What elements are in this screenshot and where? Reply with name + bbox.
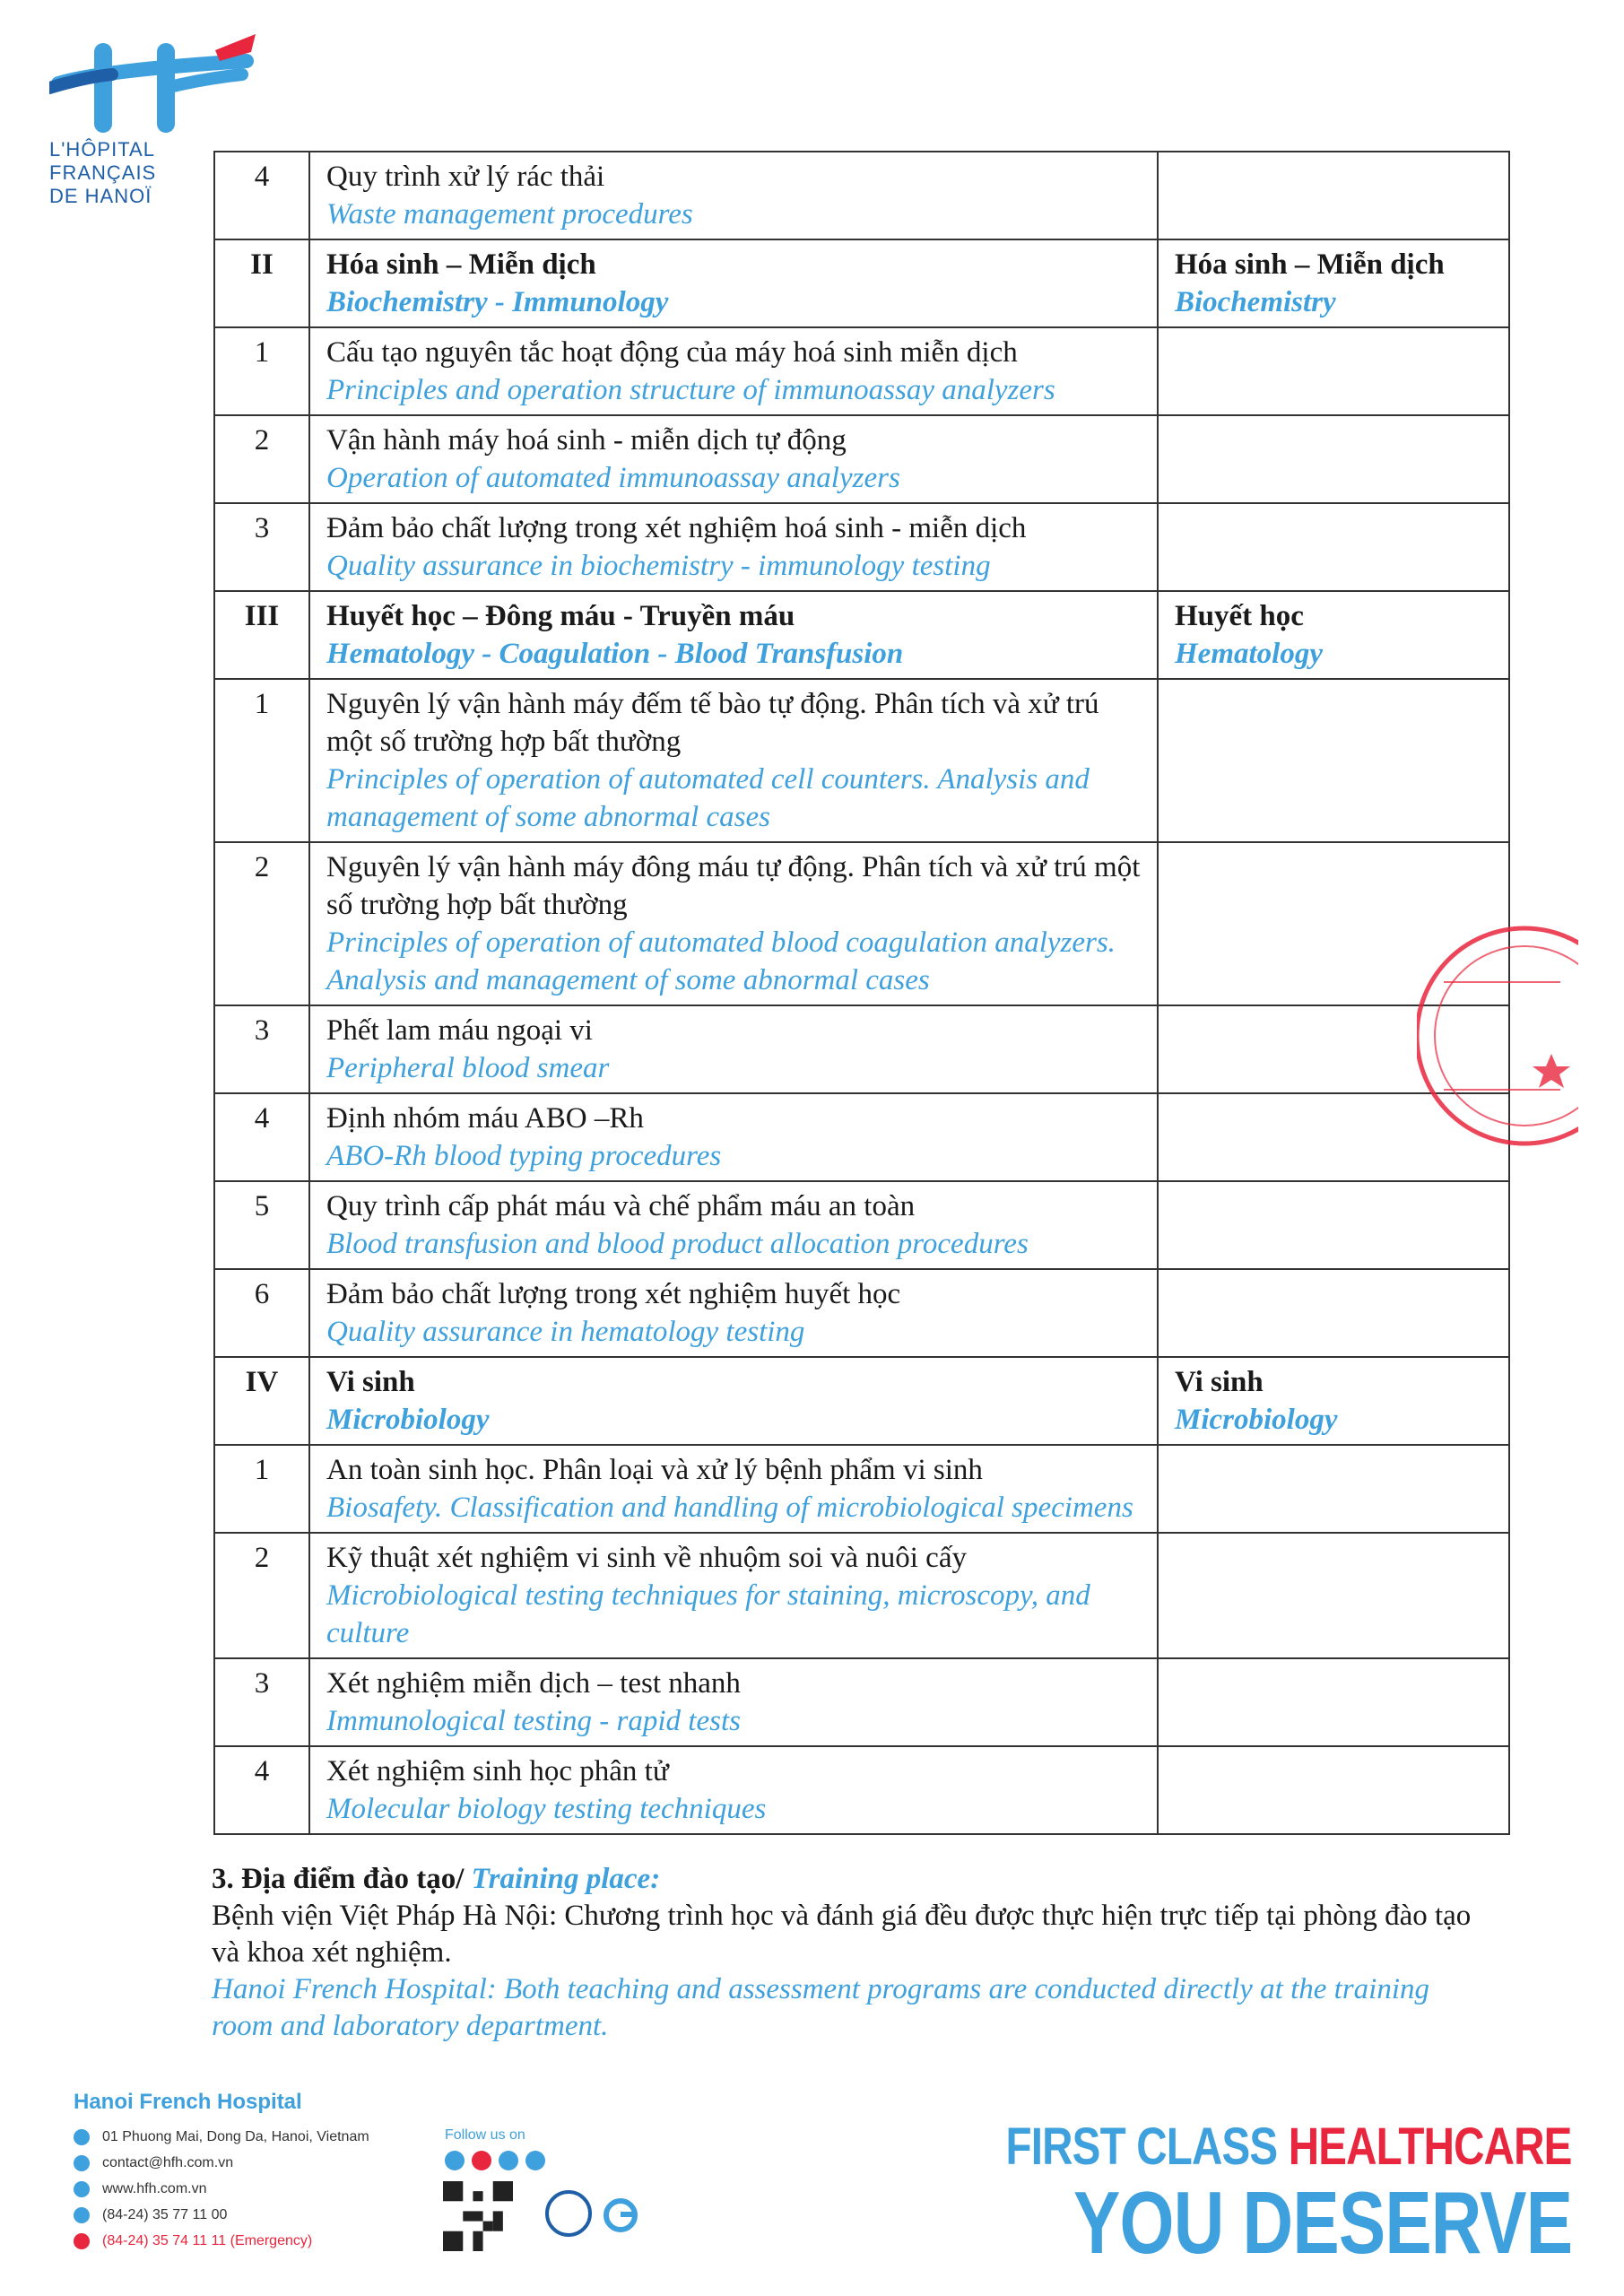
facebook-icon[interactable] (445, 2151, 465, 2170)
row-content (309, 679, 1158, 842)
company-stamp (1417, 897, 1578, 1175)
table-row (214, 1445, 1509, 1533)
row-title-vi: Xét nghiệm sinh học phân tử (326, 1755, 669, 1787)
row-content (309, 1357, 1158, 1445)
row-content (309, 415, 1158, 503)
row-title-en: Blood transfusion and blood product allocation procedures (326, 1228, 1029, 1260)
row-number: 4 (214, 152, 309, 239)
department-vi: Vi sinh (1175, 1366, 1264, 1398)
row-content (309, 327, 1158, 415)
row-number: III (214, 591, 309, 679)
row-title-vi: Cấu tạo nguyên tắc hoạt động của máy hoá sinh miễn dịch (326, 336, 1018, 369)
table-row (214, 1658, 1509, 1746)
row-title-en: Biochemistry - Immunology (326, 286, 669, 318)
row-title-vi: Xét nghiệm miễn dịch – test nhanh (326, 1667, 741, 1700)
table-row (214, 1533, 1509, 1658)
training-heading: 3. Địa điểm đào tạo/ Training place: (212, 1863, 661, 1895)
training-body-vi: Bệnh viện Việt Pháp Hà Nội: Chương trình học và đánh giá đều được thực hiện trực tiếp tại phòng đào tạo và khoa xét nghiệm. (212, 1900, 1472, 1969)
row-department (1158, 679, 1509, 842)
table-row (214, 1093, 1509, 1181)
table-row (214, 1269, 1509, 1357)
row-department (1158, 415, 1509, 503)
row-content (309, 1181, 1158, 1269)
row-number: 3 (214, 503, 309, 591)
row-department (1158, 1658, 1509, 1746)
row-title-en: Microbiology (326, 1404, 490, 1436)
table-row (214, 503, 1509, 591)
row-content (309, 1093, 1158, 1181)
section-row (214, 591, 1509, 679)
row-number: 2 (214, 415, 309, 503)
table-row (214, 842, 1509, 1005)
row-title-vi: Quy trình xử lý rác thải (326, 161, 605, 193)
row-number: II (214, 239, 309, 327)
slogan-line-1: FIRST CLASS HEALTHCARE (1005, 2118, 1572, 2176)
table-row (214, 679, 1509, 842)
row-content (309, 591, 1158, 679)
footer-phone: (84-24) 35 77 11 00 (74, 2202, 369, 2228)
table-row (214, 415, 1509, 503)
department-en: Hematology (1175, 638, 1323, 670)
row-department (1158, 1357, 1509, 1445)
row-number: 1 (214, 327, 309, 415)
table-row (214, 1181, 1509, 1269)
row-department (1158, 503, 1509, 591)
row-title-vi: Phết lam máu ngoại vi (326, 1014, 593, 1047)
row-title-en: Immunological testing - rapid tests (326, 1705, 741, 1737)
social-icons (445, 2151, 545, 2170)
globe-icon (74, 2181, 90, 2197)
row-department (1158, 1269, 1509, 1357)
row-department (1158, 1746, 1509, 1834)
row-department (1158, 1181, 1509, 1269)
row-department (1158, 152, 1509, 239)
location-icon (74, 2129, 90, 2145)
row-number: 2 (214, 1533, 309, 1658)
department-vi: Huyết học (1175, 600, 1304, 632)
footer-emergency: (84-24) 35 74 11 11 (Emergency) (74, 2228, 369, 2254)
emergency-icon (74, 2233, 90, 2249)
row-title-vi: Vận hành máy hoá sinh - miễn dịch tự động (326, 424, 847, 457)
slogan-line-2: YOU DESERVE (1073, 2173, 1572, 2272)
logo-wordmark: L'HÔPITAL FRANÇAIS DE HANOÏ (49, 138, 157, 207)
row-department (1158, 239, 1509, 327)
row-title-vi: Kỹ thuật xét nghiệm vi sinh về nhuộm soi và nuôi cấy (326, 1542, 967, 1574)
row-title-en: Microbiological testing techniques for staining, microscopy, and culture (326, 1579, 1090, 1649)
row-number: 4 (214, 1746, 309, 1834)
training-body-en: Hanoi French Hospital: Both teaching and assessment programs are conducted directly at the training room and laboratory department. (212, 1973, 1430, 2042)
row-title-en: Quality assurance in hematology testing (326, 1316, 805, 1348)
table-row (214, 152, 1509, 239)
row-title-en: Principles of operation of automated cell counters. Analysis and management of some abnormal cases (326, 763, 1090, 833)
row-number: 5 (214, 1181, 309, 1269)
row-title-vi: Đảm bảo chất lượng trong xét nghiệm huyết học (326, 1278, 901, 1310)
footer-contact-list (74, 2124, 369, 2254)
linkedin-icon[interactable] (525, 2151, 545, 2170)
section-row (214, 239, 1509, 327)
row-department (1158, 1445, 1509, 1533)
row-title-en: Biosafety. Classification and handling of microbiological specimens (326, 1492, 1133, 1524)
row-number: 2 (214, 842, 309, 1005)
follow-us-label: Follow us on (445, 2127, 525, 2143)
training-place-section (212, 1861, 1476, 2045)
row-content (309, 842, 1158, 1005)
youtube-icon[interactable] (472, 2151, 491, 2170)
row-title-vi: Vi sinh (326, 1366, 415, 1398)
row-content (309, 1533, 1158, 1658)
row-number: 6 (214, 1269, 309, 1357)
iso-certification-icon (542, 2187, 649, 2249)
row-title-vi: Huyết học – Đông máu - Truyền máu (326, 600, 795, 632)
row-number: 1 (214, 679, 309, 842)
row-content (309, 1746, 1158, 1834)
curriculum-table (213, 151, 1510, 1835)
row-content (309, 1658, 1158, 1746)
row-department (1158, 591, 1509, 679)
row-title-vi: Nguyên lý vận hành máy đông máu tự động. Phân tích và xử trú một số trường hợp bất thường (326, 851, 1141, 921)
row-title-vi: Hóa sinh – Miễn dịch (326, 248, 596, 281)
footer-address: 01 Phuong Mai, Dong Da, Hanoi, Vietnam (74, 2124, 369, 2150)
row-title-vi: An toàn sinh học. Phân loại và xử lý bệnh phẩm vi sinh (326, 1454, 983, 1486)
row-department (1158, 1533, 1509, 1658)
phone-icon (74, 2207, 90, 2223)
row-title-vi: Nguyên lý vận hành máy đếm tế bào tự động. Phân tích và xử trú một số trường hợp bất thường (326, 688, 1099, 758)
row-title-en: Waste management procedures (326, 198, 693, 230)
row-department (1158, 327, 1509, 415)
footer-org-name: Hanoi French Hospital (74, 2090, 302, 2114)
footer-email[interactable]: contact@hfh.com.vn (74, 2150, 369, 2176)
qr-code-icon (443, 2181, 513, 2251)
row-title-en: Molecular biology testing techniques (326, 1793, 767, 1825)
row-content (309, 1269, 1158, 1357)
row-content (309, 152, 1158, 239)
row-title-en: ABO-Rh blood typing procedures (326, 1140, 722, 1172)
row-content (309, 503, 1158, 591)
row-content (309, 1445, 1158, 1533)
row-title-en: Principles of operation of automated blood coagulation analyzers. Analysis and management of some abnormal cases (326, 926, 1116, 996)
hf-logo-icon (49, 34, 256, 133)
section-row (214, 1357, 1509, 1445)
department-vi: Hóa sinh – Miễn dịch (1175, 248, 1445, 281)
table-row (214, 1005, 1509, 1093)
footer-website[interactable]: www.hfh.com.vn (74, 2176, 369, 2202)
row-title-en: Quality assurance in biochemistry - immunology testing (326, 550, 991, 582)
row-number: 3 (214, 1005, 309, 1093)
row-content (309, 1005, 1158, 1093)
row-number: IV (214, 1357, 309, 1445)
row-title-vi: Định nhóm máu ABO –Rh (326, 1102, 644, 1135)
department-en: Microbiology (1175, 1404, 1338, 1436)
row-title-en: Hematology - Coagulation - Blood Transfusion (326, 638, 904, 670)
row-number: 4 (214, 1093, 309, 1181)
table-row (214, 327, 1509, 415)
department-en: Biochemistry (1175, 286, 1336, 318)
table-row (214, 1746, 1509, 1834)
row-title-vi: Quy trình cấp phát máu và chế phẩm máu an toàn (326, 1190, 916, 1222)
email-icon (74, 2155, 90, 2171)
row-title-vi: Đảm bảo chất lượng trong xét nghiệm hoá sinh - miễn dịch (326, 512, 1027, 544)
page-footer (0, 2081, 1624, 2296)
row-number: 1 (214, 1445, 309, 1533)
row-number: 3 (214, 1658, 309, 1746)
row-title-en: Principles and operation structure of immunoassay analyzers (326, 374, 1055, 406)
zalo-icon[interactable] (499, 2151, 518, 2170)
row-content (309, 239, 1158, 327)
row-title-en: Peripheral blood smear (326, 1052, 610, 1084)
row-title-en: Operation of automated immunoassay analyzers (326, 462, 900, 494)
